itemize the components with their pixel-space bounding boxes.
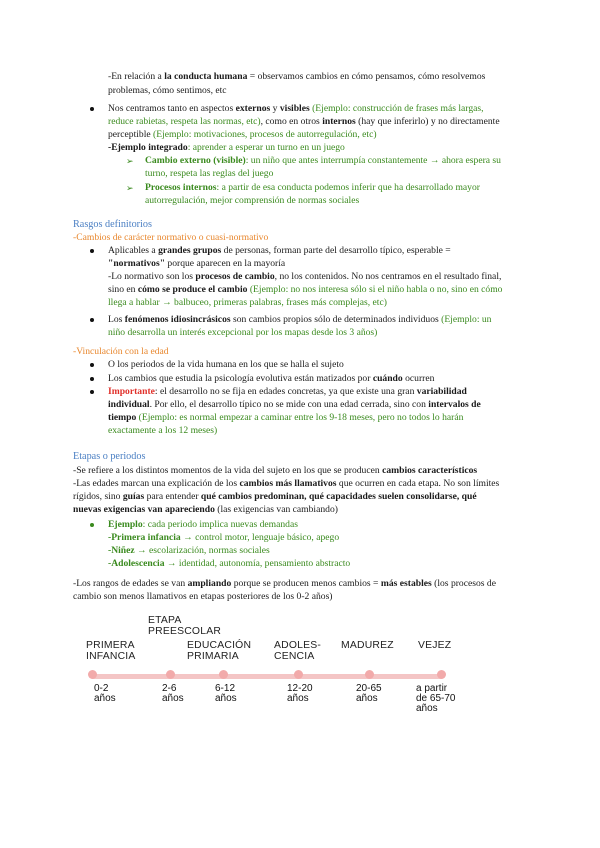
subheading-normativo: -Cambios de carácter normativo o cuasi-normativo	[73, 232, 269, 243]
timeline-marker	[166, 670, 175, 679]
etapas-l2: -Las edades marcan una explicación de los cambios más llamativos que ocurren en cada etapa. No son límites	[73, 478, 500, 489]
stage-1-label-0: ETAPA	[148, 615, 182, 626]
etapas-ex2: -Niñez → escolarización, normas sociales	[108, 545, 270, 556]
edad-e1: O los periodos de la vida humana en los que se halla el sujeto	[108, 359, 344, 370]
timeline-marker	[365, 670, 374, 679]
stage-0-age: 0-2	[94, 683, 109, 694]
intro-line-1: -En relación a la conducta humana = observamos cambios en cómo pensamos, cómo resolvemos	[108, 71, 486, 82]
stage-2-age-unit: años	[215, 693, 237, 704]
b1-sub-2b: autorregulación, mejor comprensión de normas sociales	[145, 195, 360, 206]
bullet-dot	[90, 523, 94, 527]
timeline-marker	[88, 670, 97, 679]
stage-5-age-2: de 65-70	[416, 693, 456, 704]
rasgos-p4: llega a hablar → balbuceo, primeras palabras, frases más complejas, etc)	[108, 297, 387, 308]
b1-sub-2: Procesos internos: a partir de esa conducta podemos inferir que ha desarrollado mayor	[145, 182, 480, 193]
stage-3-label: ADOLES-	[274, 640, 322, 651]
stage-5-age: a partir	[416, 683, 448, 694]
stage-0-age-unit: años	[94, 693, 116, 704]
b1-sub-1b: turno, respeta las reglas del juego	[145, 168, 274, 179]
b1-line-2: reduce rabietas, respeta las normas, etc), como en otros internos (hay que inferirlo) y no directamente	[108, 116, 500, 127]
stage-4-age-unit: años	[356, 693, 378, 704]
stage-2-label: EDUCACIÓN	[187, 640, 252, 651]
b1-line-3: perceptible (Ejemplo: motivaciones, procesos de autorregulación, etc)	[108, 129, 377, 140]
stage-3-label-2: CENCIA	[274, 651, 315, 662]
bullet-dot	[90, 318, 94, 322]
timeline-marker	[437, 670, 446, 679]
etapas-ex3: -Adolescencia → identidad, autonomía, pensamiento abstracto	[108, 558, 351, 569]
section-heading-rasgos: Rasgos definitorios	[73, 219, 152, 230]
stage-0-label-2: INFANCIA	[86, 651, 136, 662]
edad-e5: tiempo (Ejemplo: es normal empezar a caminar entre los 9-18 meses, pero no todos lo harán	[108, 412, 464, 423]
stage-4-age: 20-65	[356, 683, 382, 694]
rasgos-p1b: "normativos" porque aparecen en la mayoría	[108, 258, 286, 269]
stage-1-age-unit: años	[162, 693, 184, 704]
stage-0-label: PRIMERA	[86, 640, 135, 651]
stage-1-label: PREESCOLAR	[148, 626, 222, 637]
stage-2-age: 6-12	[215, 683, 236, 694]
bullet-dot	[90, 363, 94, 367]
edad-e2: Los cambios que estudia la psicología evolutiva están matizados por cuándo ocurren	[108, 373, 435, 384]
stage-3-age: 12-20	[287, 683, 313, 694]
stage-2-label-2: PRIMARIA	[187, 651, 239, 662]
etapas-r1: -Los rangos de edades se van ampliando porque se producen menos cambios = más estables (los procesos de	[73, 578, 496, 589]
rasgos-q2: niño desarrolla un interés excepcional por los mapas desde los 3 años)	[108, 327, 378, 338]
rasgos-q1: Los fenómenos idiosincrásicos son cambios propios sólo de determinados individuos (Ejemplo: un	[108, 314, 492, 325]
rasgos-p2: -Lo normativo son los procesos de cambio, no los contenidos. No nos centramos en el resultado final,	[108, 271, 502, 282]
edad-e3: Importante: el desarrollo no se fija en edades concretas, ya que existe una gran variabilidad	[108, 386, 467, 397]
edad-e4: individual. Por ello, el desarrollo típico no se mide con una edad cerrada, sino con intervalos de	[108, 399, 481, 410]
bullet-dot	[90, 249, 94, 253]
stage-3-age-unit: años	[287, 693, 309, 704]
etapas-l4: nuevas exigencias van apareciendo (las exigencias van cambiando)	[73, 504, 338, 515]
subheading-edad: -Vinculación con la edad	[73, 346, 169, 357]
stage-1-age: 2-6	[162, 683, 177, 694]
etapas-l1: -Se refiere a los distintos momentos de la vida del sujeto en los que se producen cambios característicos	[73, 465, 478, 476]
bullet-dot	[90, 377, 94, 381]
etapas-l3: rígidos, sino guías para entender qué cambios predominan, qué capacidades suelen consolidarse, qué	[73, 491, 477, 502]
stage-5-age-unit: años	[416, 703, 438, 714]
rasgos-p3: sino en cómo se produce el cambio (Ejemplo: no nos interesa sólo si el niño habla o no, sino en cómo	[108, 284, 503, 295]
edad-e6: exactamente a los 12 meses)	[108, 425, 218, 436]
stage-5-label: VEJEZ	[418, 640, 452, 651]
bullet-dot	[90, 390, 94, 394]
b1-line-1: Nos centramos tanto en aspectos externos y visibles (Ejemplo: construcción de frases más largas,	[108, 103, 484, 114]
stage-4-label: MADUREZ	[341, 640, 394, 651]
rasgos-p1: Aplicables a grandes grupos de personas, forman parte del desarrollo típico, esperable =	[108, 245, 451, 256]
bullet-dot	[90, 107, 94, 111]
arrow-bullet-icon: ➢	[126, 156, 134, 166]
timeline-marker	[294, 670, 303, 679]
b1-example-line: -Ejemplo integrado: aprender a esperar un turno en un juego	[108, 142, 345, 153]
etapas-r2: cambio son menos llamativos en etapas posteriores de los 0-2 años)	[73, 591, 333, 602]
etapas-ex1: -Primera infancia → control motor, lenguaje básico, apego	[108, 532, 340, 543]
arrow-bullet-icon: ➢	[126, 183, 134, 193]
timeline-bar	[90, 674, 444, 679]
etapas-ejemplo: Ejemplo: cada periodo implica nuevas demandas	[108, 519, 298, 530]
timeline-marker	[219, 670, 228, 679]
section-heading-etapas: Etapas o periodos	[73, 451, 146, 462]
intro-line-2: problemas, cómo sentimos, etc	[108, 85, 227, 96]
b1-sub-1: Cambio externo (visible): un niño que antes interrumpía constantemente → ahora espera su	[145, 155, 501, 166]
